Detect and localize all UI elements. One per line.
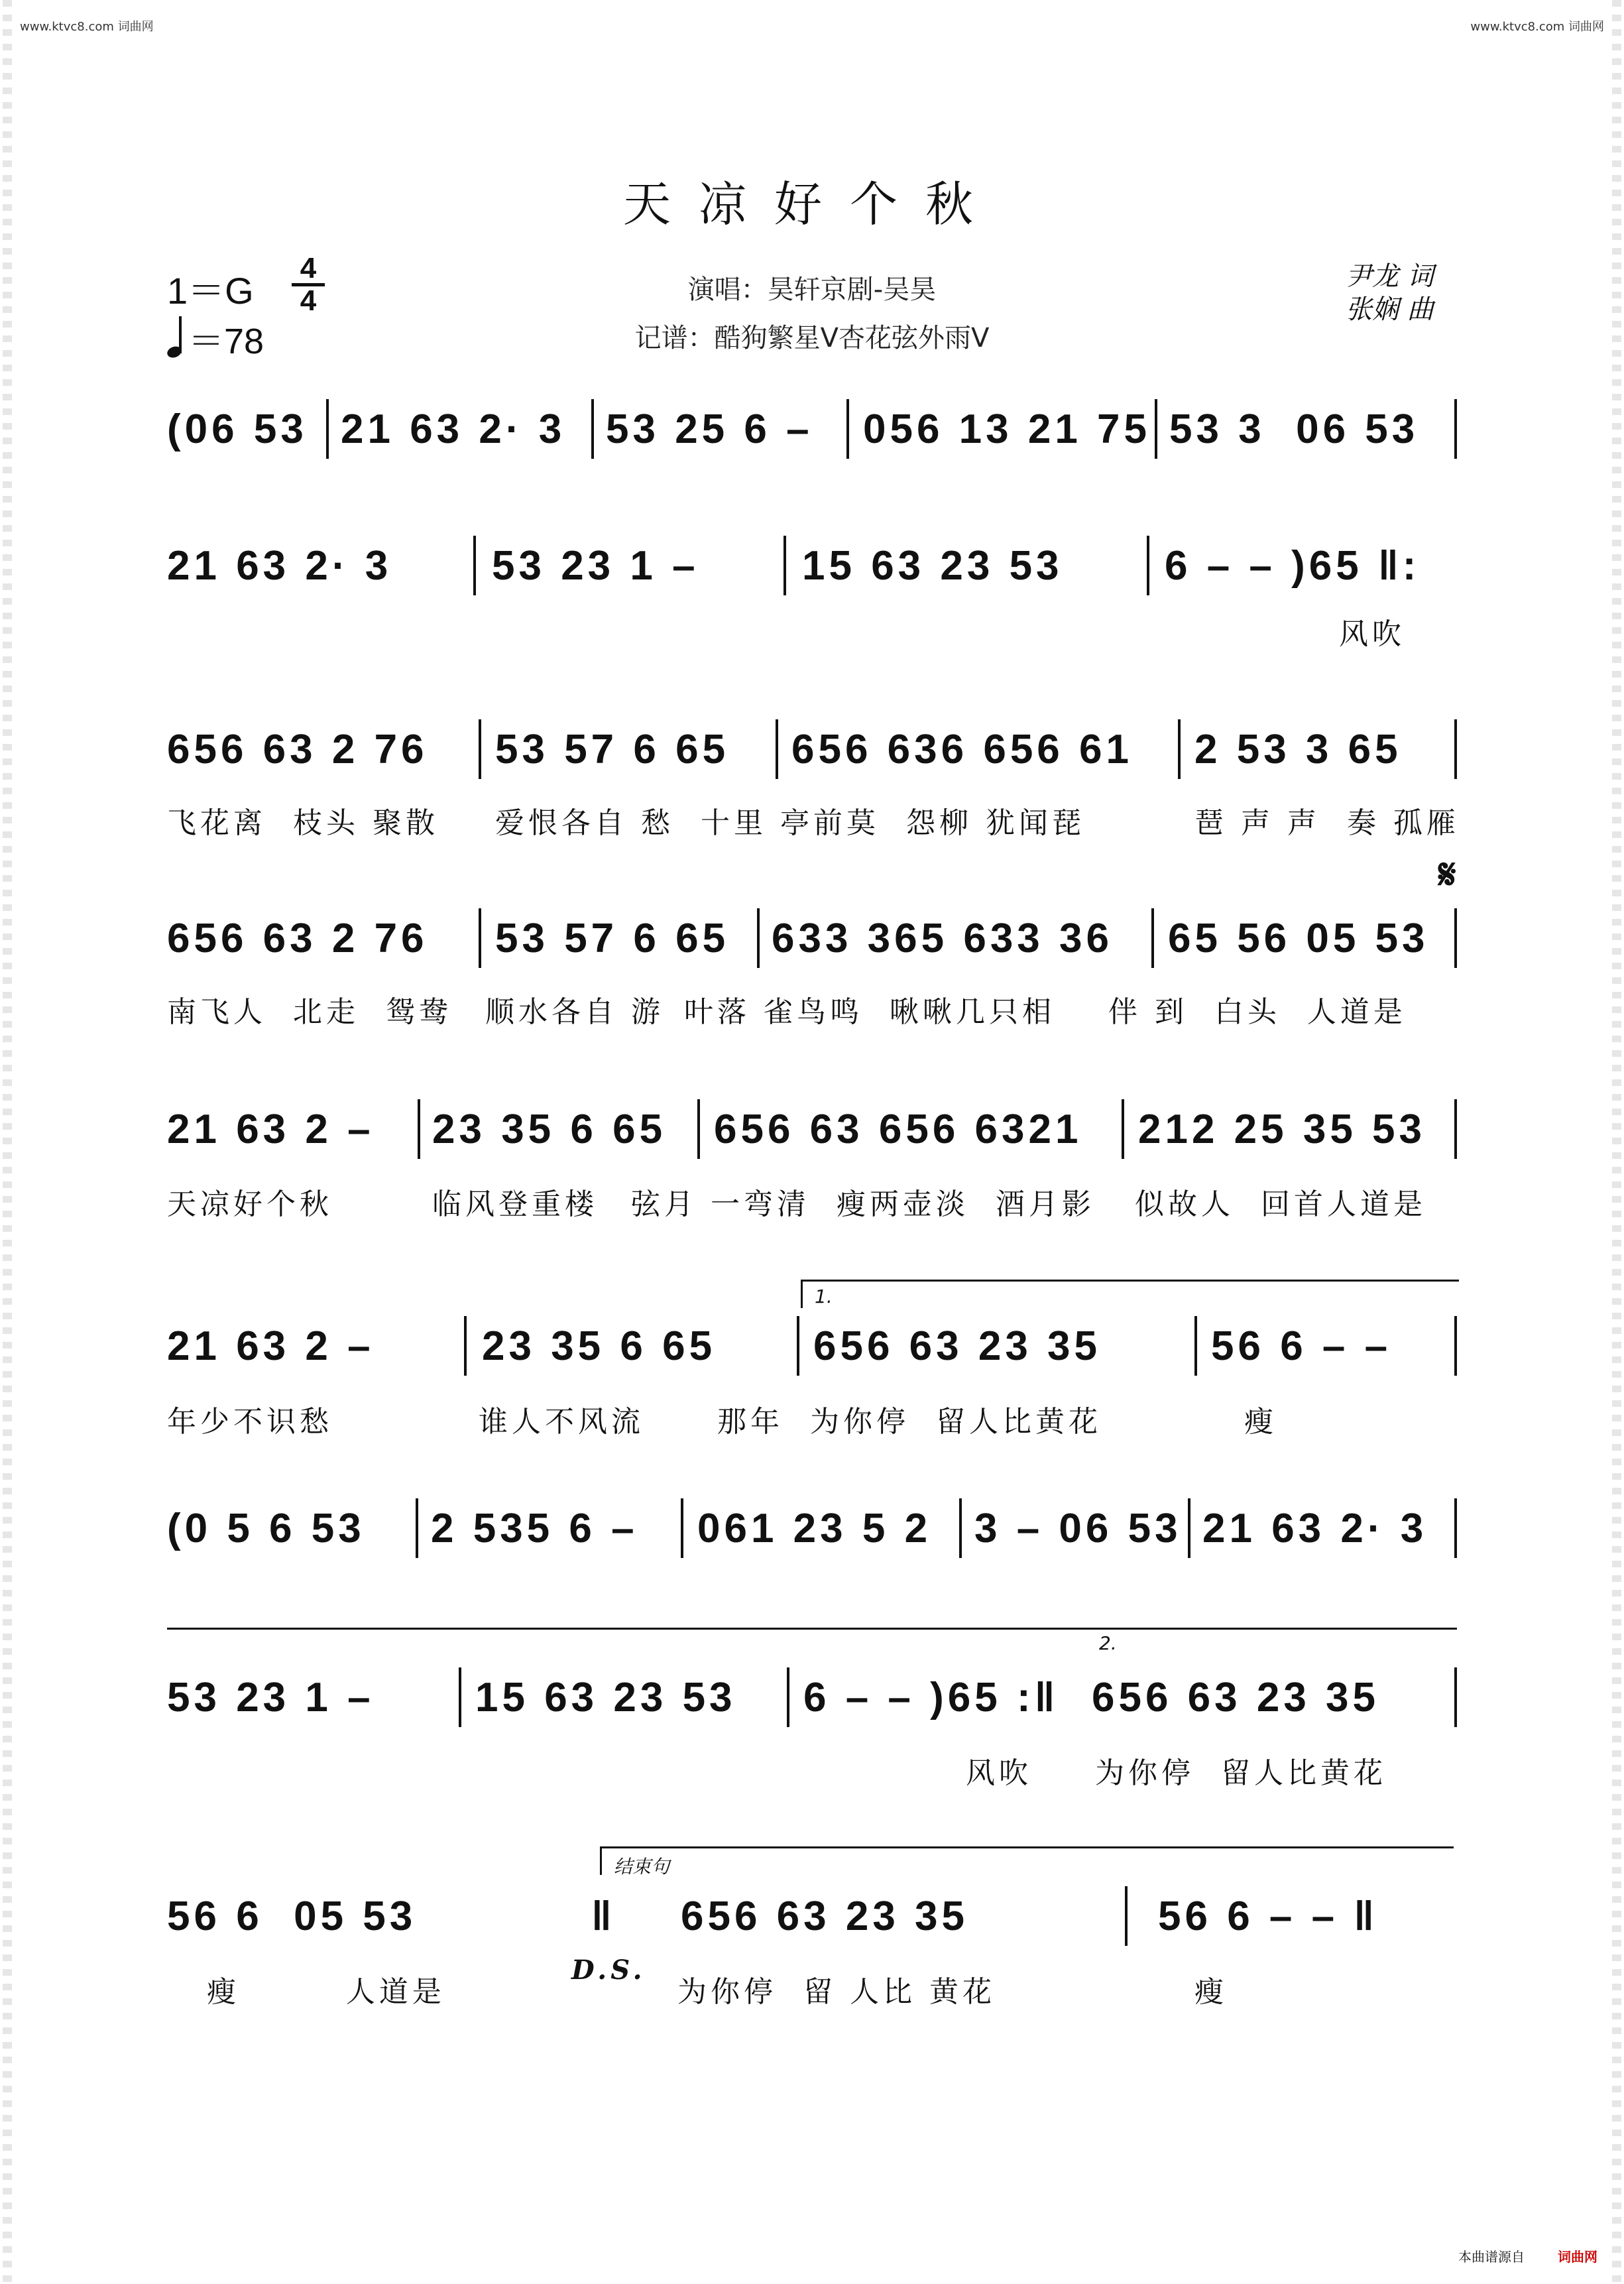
measure: 656 63 23 35 (681, 1893, 969, 1939)
measure: 56 6 – – (1211, 1323, 1392, 1369)
lyric: 叶落 雀鸟鸣 啾啾几只相 (684, 995, 1055, 1029)
score-row-3 (167, 726, 1457, 792)
measure: 656 63 656 6321 (714, 1107, 1082, 1152)
score-row-4 (167, 915, 1457, 981)
measure: 65 56 05 53 (1168, 916, 1429, 961)
song-title: 天凉好个秋 (622, 176, 1001, 232)
measure: 6 – – )65 :‖ (803, 1675, 1059, 1720)
measure: 061 23 5 2 (697, 1506, 932, 1551)
lyric: 爱恨各自 愁 (495, 806, 674, 840)
measure: (0 5 6 53 (167, 1506, 365, 1551)
lyricist-credit: 尹龙 词 (1346, 261, 1434, 292)
time-top: 4 (300, 252, 317, 284)
site-label-right: www.ktvc8.com 词曲网 (1470, 20, 1604, 34)
time-bottom: 4 (300, 284, 317, 317)
lyric: 琶 声 声 奏 孤雁 (1194, 806, 1460, 840)
lyric: 飞花离 枝头 聚散 (167, 806, 439, 840)
measure: 15 63 23 53 (475, 1675, 736, 1720)
footer-source-label: 本曲谱源自 (1458, 2249, 1525, 2265)
lyric: 瘦 (1194, 1975, 1228, 2009)
measure: 21 63 2· 3 (341, 406, 566, 452)
score-row-7 (167, 1505, 1457, 1571)
lyric: 临风登重楼 (432, 1187, 598, 1221)
measure: 056 13 21 75 (863, 406, 1151, 452)
measure: 21 63 2· 3 (1202, 1506, 1428, 1551)
score-row-6 (167, 1323, 1457, 1389)
measure: 3 – 06 53 (974, 1506, 1182, 1551)
measure: 56 6 05 53 (167, 1893, 417, 1939)
lyric: 十里 亭前莫 怨柳 犹闻琵 (701, 806, 1085, 840)
volta-2-label-area (1073, 1628, 1457, 1655)
key-signature: 1＝G (167, 270, 254, 312)
lyric: 为你停 留 人比 黄花 (677, 1975, 996, 2009)
measure: 53 23 1 – (167, 1675, 375, 1720)
ending-label: 结束句 (614, 1856, 670, 1878)
volta-2-label: 2. (1099, 1632, 1117, 1654)
footer-site-logo[interactable]: 词曲网 (1558, 2249, 1597, 2265)
score-row-9 (167, 1893, 1457, 1959)
measure: 2 535 6 – (431, 1506, 638, 1551)
lyric: 南飞人 北走 鸳鸯 (167, 995, 452, 1029)
score-row-2 (167, 542, 1457, 609)
lyric: 年少不识愁 (167, 1405, 333, 1439)
dal-segno-mark: D.S. (571, 1954, 646, 1986)
score-row-8 (167, 1674, 1457, 1740)
measure: 6 – – )65 ‖: (1165, 543, 1421, 589)
lyric: 那年 为你停 留人比黄花 (717, 1405, 1102, 1439)
singer-line: 演唱：昊轩京剧-吴昊 (687, 274, 937, 305)
measure: 633 365 633 36 (772, 916, 1113, 961)
lyric: 似故人 回首人道是 (1135, 1187, 1426, 1221)
volta-1-label: 1. (815, 1286, 833, 1307)
measure: (06 53 (167, 406, 308, 452)
volta-1-bracket (801, 1280, 1459, 1308)
lyric: 风吹 (966, 1756, 1032, 1790)
composer-credit: 张娴 曲 (1346, 294, 1434, 325)
measure: 53 57 6 65 (495, 916, 730, 961)
lyric: 瘦 (1244, 1405, 1277, 1439)
score-row-1 (167, 406, 1457, 472)
measure: 656 63 23 35 (1092, 1675, 1380, 1720)
measure: 21 63 2 – (167, 1107, 375, 1152)
measure: 21 63 2· 3 (167, 543, 392, 589)
measure: 212 25 35 53 (1138, 1107, 1426, 1152)
volta-2-line (167, 1628, 1457, 1630)
score-row-5 (167, 1106, 1457, 1172)
measure: 56 6 – – ‖ (1158, 1893, 1379, 1939)
final-barline: ‖ (591, 1893, 616, 1939)
measure: 53 25 6 – (606, 406, 813, 452)
lyric-row-6 (167, 1749, 1457, 1850)
measure: 23 35 6 65 (432, 1107, 667, 1152)
lyric-row-7 (167, 1954, 1457, 2137)
ending-bracket (600, 1846, 1454, 1878)
measure: 656 63 2 76 (167, 727, 428, 772)
measure: 2 53 3 65 (1194, 727, 1402, 772)
measure: 23 35 6 65 (482, 1323, 717, 1369)
measure: 53 23 1 – (492, 543, 699, 589)
lyric: 天凉好个秋 (167, 1187, 333, 1221)
lyric: 顺水各自 游 (485, 995, 664, 1029)
lyric: 谁人不风流 (479, 1405, 644, 1439)
measure: 656 63 2 76 (167, 916, 428, 961)
measure: 656 63 23 35 (813, 1323, 1102, 1369)
tempo-value: ＝78 (188, 322, 264, 361)
transcriber-line: 记谱：酷狗繁星V杏花弦外雨V (634, 323, 990, 353)
lyric: 风吹 (1339, 617, 1405, 651)
segno-sign: 𝄋 (1438, 850, 1456, 898)
lyric-row-1 (167, 610, 1457, 678)
measure: 656 636 656 61 (791, 727, 1133, 772)
measure: 15 63 23 53 (802, 543, 1063, 589)
measure: 53 3 06 53 (1169, 406, 1419, 452)
measure: 53 57 6 65 (495, 727, 730, 772)
lyric: 瘦 人道是 (207, 1975, 445, 2009)
measure: 21 63 2 – (167, 1323, 375, 1369)
lyric: 伴 到 白头 人道是 (1108, 995, 1407, 1029)
site-label-left: www.ktvc8.com 词曲网 (20, 20, 154, 34)
lyric: 为你停 留人比黄花 (1095, 1756, 1387, 1790)
lyric: 弦月 一弯清 瘦两壶淡 酒月影 (631, 1187, 1095, 1221)
